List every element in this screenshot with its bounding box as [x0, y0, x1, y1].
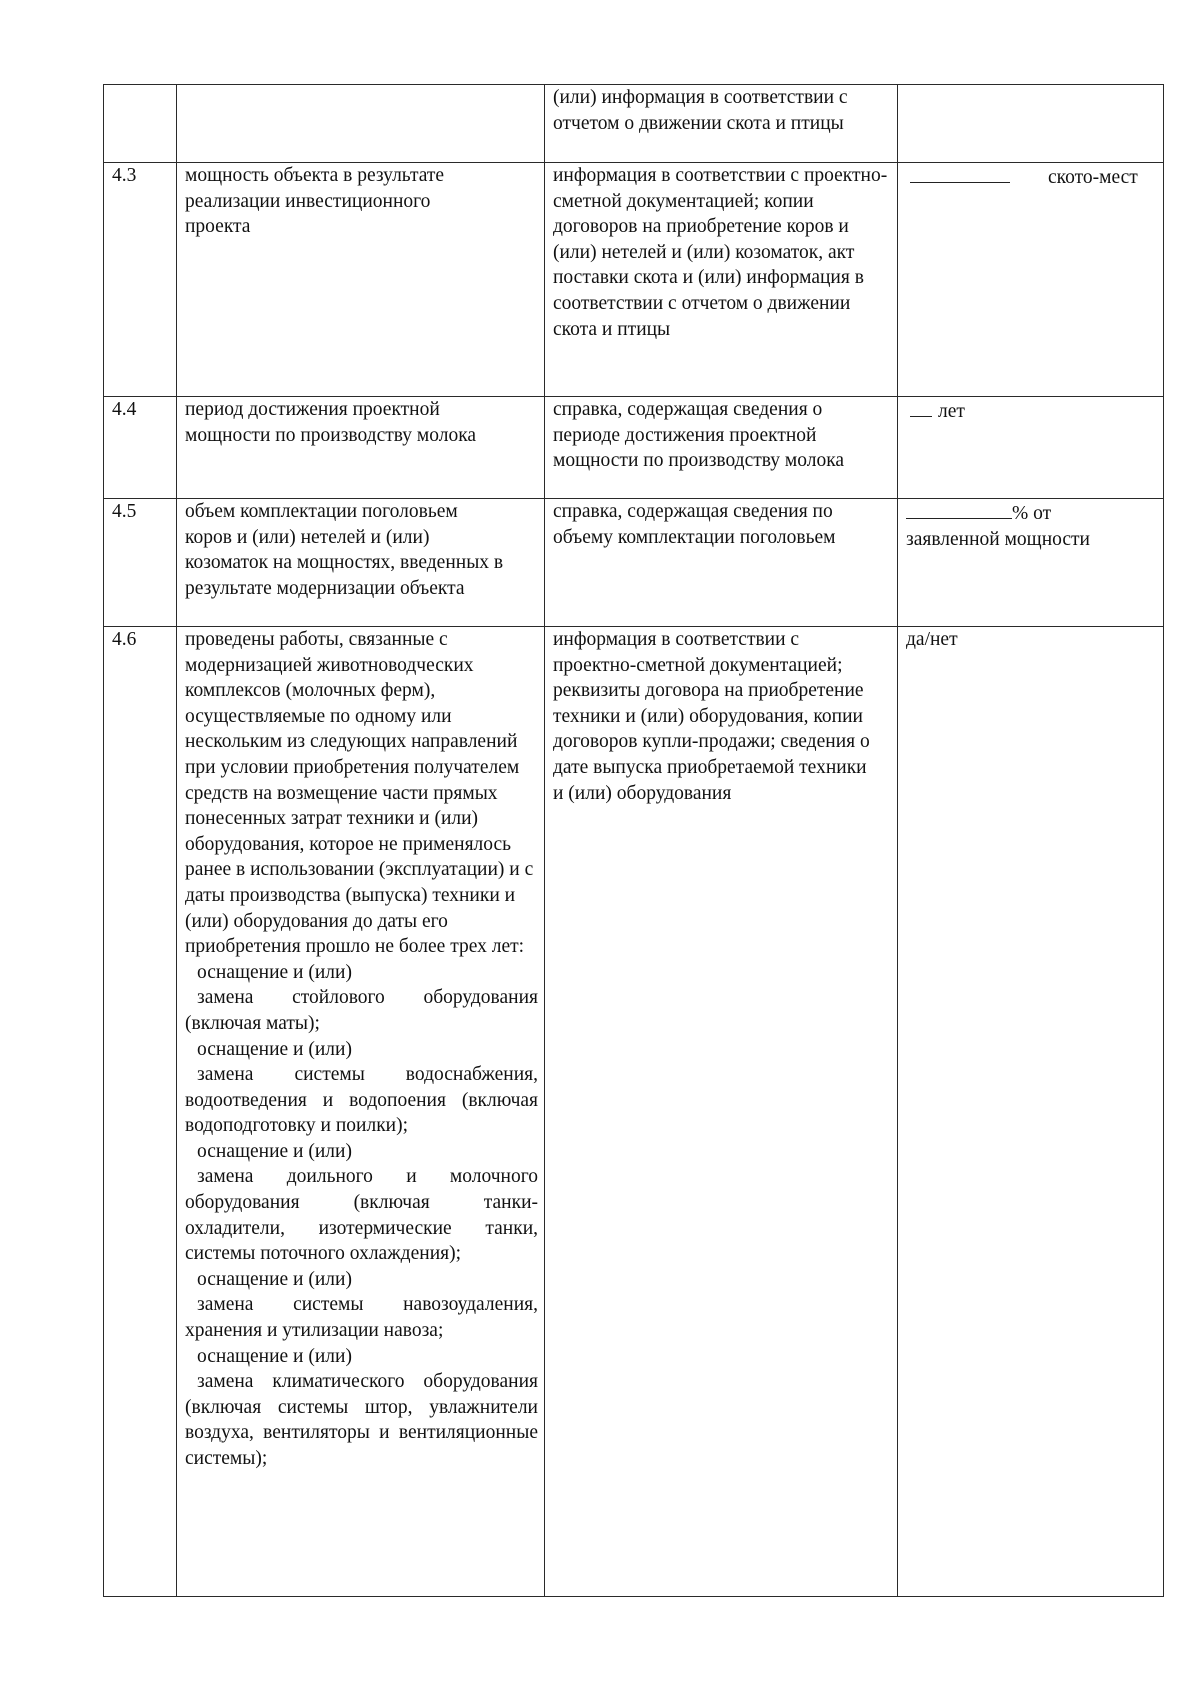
value-cell: да/нет — [898, 627, 1164, 1597]
indicator-cell — [177, 499, 545, 627]
indicator-text: объем комплектации поголовьем коров и (или) нетелей и (или) козоматок на мощностях, введенных в результате модернизации объекта — [185, 501, 504, 599]
indicator-text: период достижения проектной мощности по производству молока — [185, 399, 477, 446]
documents-text: информация в соответствии с проектно-сметной документацией; копии договоров на приобретение коров и (или) нетелей и (или) козоматок, акт поставки скота и (или) информация в соответствии с отчетом о движении скота и птицы — [553, 165, 888, 340]
direction-lead: оснащение и (или) — [197, 1268, 352, 1290]
table-row-continuation — [104, 85, 1164, 163]
number-cell: 4.5 — [104, 499, 177, 627]
documents-text: справка, содержащая сведения по объему комплектации поголовьем — [553, 501, 836, 548]
direction-item — [185, 1037, 538, 1139]
number-cell: 4.3 — [104, 163, 177, 397]
indicator-text: мощность объекта в результате реализации инвестиционного проекта — [185, 165, 445, 238]
value-cell — [898, 397, 1164, 499]
value-blank — [906, 499, 1012, 519]
table-row-4-5 — [104, 499, 1164, 627]
table-row-4-6 — [104, 627, 1164, 1597]
indicator-cell — [177, 85, 545, 163]
table-row-4-4 — [104, 397, 1164, 499]
number-cell: 4.4 — [104, 397, 177, 499]
documents-cell — [545, 163, 898, 397]
value-cell — [898, 85, 1164, 163]
direction-lead: оснащение и (или) — [197, 1345, 352, 1367]
requirements-table — [103, 84, 1164, 1597]
value-cell — [898, 499, 1164, 627]
value-unit: лет — [938, 401, 965, 422]
direction-text: замена стойлового оборудования (включая маты); — [185, 987, 538, 1034]
documents-text: (или) информация в соответствии с отчетом о движении скота и птицы — [553, 87, 848, 134]
number-cell: 4.6 — [104, 627, 177, 1597]
documents-text: информация в соответствии с проектно-сметной документацией; реквизиты договора на приобретение техники и (или) оборудования, копии договоров купли-продажи; сведения о дате выпуска приобретаемой техники и (или) оборудования — [553, 629, 870, 804]
value-blank — [910, 163, 1010, 183]
direction-text: замена системы навозоудаления, хранения и утилизации навоза; — [185, 1294, 538, 1342]
documents-cell — [545, 627, 898, 1597]
direction-item — [185, 960, 538, 1037]
direction-text: замена системы водоснабжения, водоотведения и водопоения (включая водоподготовку и поилки); — [185, 1064, 538, 1137]
direction-lead: оснащение и (или) — [197, 961, 352, 983]
direction-item — [185, 1267, 538, 1344]
indicator-cell — [177, 627, 545, 1597]
documents-cell — [545, 499, 898, 627]
value-unit: % от — [1012, 503, 1052, 524]
direction-lead: оснащение и (или) — [197, 1038, 352, 1060]
value-cell — [898, 163, 1164, 397]
table-row-4-3 — [104, 163, 1164, 397]
documents-cell — [545, 397, 898, 499]
value-unit-line-2: заявленной мощности — [906, 528, 1090, 550]
modernization-directions-list — [185, 960, 538, 1472]
indicator-intro: проведены работы, связанные с модернизацией животноводческих комплексов (молочных ферм), осуществляемые по одному или нескольким из следующих направлений при условии приобретения получателем средств на возмещение части прямых понесенных затрат техники и (или) оборудования, которое не применялось ранее в использовании (эксплуатации) и с даты производства (выпуска) техники и (или) оборудования до даты его приобретения прошло не более трех лет: — [185, 629, 534, 958]
documents-text: справка, содержащая сведения о периоде достижения проектной мощности по производству молока — [553, 399, 845, 472]
direction-lead: оснащение и (или) — [197, 1140, 352, 1162]
indicator-cell — [177, 397, 545, 499]
direction-item — [185, 1139, 538, 1267]
indicator-cell — [177, 163, 545, 397]
value-blank — [910, 397, 932, 417]
direction-text: замена доильного и молочного оборудования (включая танки-охладители, изотермические танки, системы поточного охлаждения); — [185, 1166, 538, 1265]
number-cell — [104, 85, 177, 163]
documents-cell — [545, 85, 898, 163]
direction-item — [185, 1344, 538, 1472]
value-unit: ското-мест — [1048, 167, 1138, 188]
direction-text: замена климатического оборудования (включая системы штор, увлажнители воздуха, вентиляторы и вентиляционные системы); — [185, 1371, 538, 1469]
